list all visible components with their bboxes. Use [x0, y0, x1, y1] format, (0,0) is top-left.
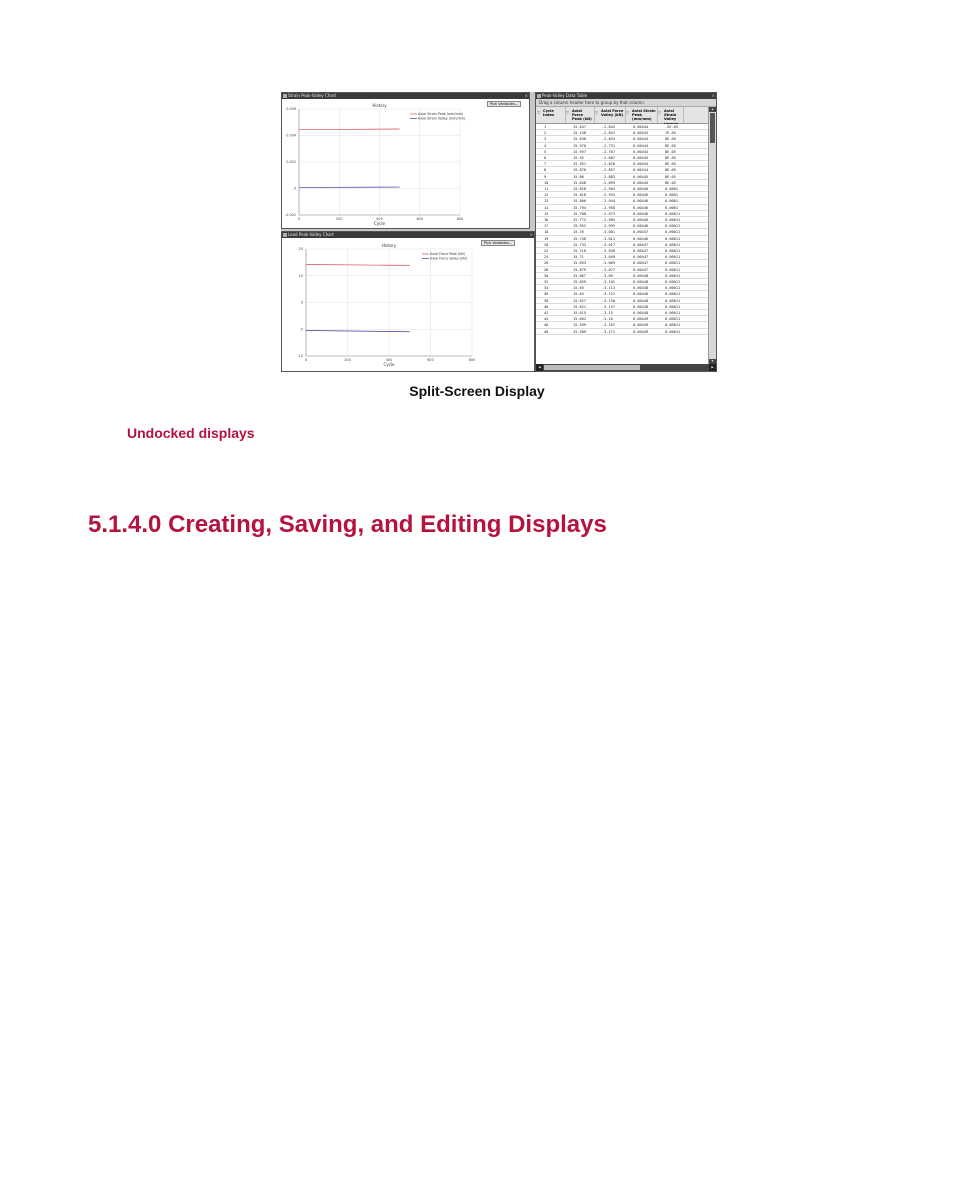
table-cell: 5	[544, 149, 547, 154]
table-cell: -2.807	[602, 156, 615, 160]
table-cell: 0.00448	[633, 292, 649, 297]
table-cell: 0.00449	[633, 323, 649, 328]
table-panel-title: Peak-Valley Data Table	[542, 93, 588, 98]
table-cell: 8E-05	[665, 168, 676, 173]
x-tick-label: 600	[427, 358, 434, 362]
strain-chart-panel	[281, 92, 530, 229]
table-cell: -2.944	[602, 199, 615, 204]
x-tick-label: 800	[468, 358, 476, 362]
table-cell: 7	[544, 162, 547, 167]
legend-entry: Axial Force Peak (kN)	[430, 252, 465, 256]
x-tick-label: 0	[304, 358, 308, 362]
table-cell: 0.00011	[665, 323, 681, 328]
column-header[interactable]	[566, 107, 595, 123]
table-cell: 0.00448	[633, 273, 649, 278]
x-tick-label: 200	[344, 358, 351, 362]
table-cell: -3.011	[602, 236, 615, 241]
table-cell: 0.00011	[665, 292, 681, 297]
table-cell: 0.00444	[633, 149, 649, 154]
table-cell: 15.599	[573, 323, 586, 328]
filter-icon[interactable]: ▽	[658, 110, 662, 115]
table-cell: 0.0001	[665, 187, 678, 191]
table-cell: 11	[544, 187, 549, 191]
strain-panel-title: Strain Peak-Valley Chart	[288, 93, 337, 98]
chart-title: History	[372, 103, 387, 108]
table-cell: 15.647	[573, 125, 586, 129]
scroll-up-icon[interactable]: ▲	[709, 107, 716, 112]
x-tick-label: 600	[416, 217, 423, 221]
table-cell: 4	[544, 143, 547, 148]
horizontal-scrollbar[interactable]	[536, 364, 716, 371]
table-cell: 32	[544, 280, 549, 284]
x-tick-label: 400	[376, 217, 383, 221]
table-cell: 15.876	[573, 168, 586, 173]
scroll-left-icon[interactable]: ◀	[536, 364, 543, 371]
table-cell: 0.00446	[633, 187, 649, 191]
table-cell: 15.951	[573, 162, 586, 167]
strain-chart	[282, 99, 529, 228]
table-cell: -3.017	[602, 242, 615, 247]
table-cell: 15.679	[573, 267, 586, 272]
table-cell: 15.86	[573, 174, 584, 179]
table-cell: -3.049	[602, 255, 615, 260]
table-cell: 15.828	[573, 187, 586, 191]
table-cell: 0.00011	[665, 267, 681, 272]
table-cell: -3.069	[602, 261, 615, 266]
table-cell: 19	[544, 236, 549, 241]
table-cell: 15.772	[573, 218, 586, 222]
x-tick-label: 800	[456, 217, 464, 221]
figure-caption: Split-Screen Display	[409, 383, 545, 399]
split-screen-screenshot	[281, 92, 717, 372]
table-cell: 0.00447	[633, 255, 649, 260]
window-icon	[537, 94, 541, 98]
legend-entry: Axial Strain Valley (mm/mm)	[418, 116, 466, 121]
table-cell: 0.00011	[665, 218, 681, 222]
table-cell: 15.615	[573, 311, 586, 315]
load-chart-area	[282, 238, 534, 371]
table-cell: -3.16	[602, 317, 613, 322]
table-header	[536, 107, 716, 124]
table-cell: -2.842	[602, 125, 615, 129]
table-cell: 15.589	[573, 329, 586, 334]
table-cell: -2.731	[602, 143, 615, 148]
table-row[interactable]	[536, 329, 708, 335]
table-cell: 0.00011	[665, 230, 681, 235]
table-cell: 15.794	[573, 205, 586, 210]
table-cell: 2	[544, 131, 547, 136]
window-icon	[283, 94, 287, 98]
table-cell: 0.00443	[633, 131, 649, 136]
table-cell: 0.00448	[633, 280, 649, 284]
y-tick-label: 0	[293, 186, 296, 191]
table-cell: 8E-05	[665, 156, 676, 160]
table-cell: 0.00447	[633, 267, 649, 272]
table-cell: 0.00445	[633, 180, 649, 185]
table-cell: 10	[544, 180, 549, 185]
table-cell: -3.130	[602, 298, 615, 303]
table-cell: 15.621	[573, 304, 586, 309]
column-header[interactable]	[626, 107, 658, 123]
table-cell: -2.767	[602, 149, 615, 154]
close-icon[interactable]: ×	[529, 232, 533, 237]
table-cell: -2.854	[602, 137, 615, 142]
table-cell: 0.00446	[633, 199, 649, 204]
y-tick-label: 0.004	[286, 133, 296, 138]
table-cell: 0.00011	[665, 255, 681, 260]
table-cell: 15.65	[573, 286, 584, 291]
table-cell: 3	[544, 137, 547, 142]
table-cell: 7E-05	[665, 131, 676, 136]
filter-icon[interactable]: ▽	[566, 110, 570, 115]
table-cell: 0.00011	[665, 280, 681, 284]
table-cell: -3.171	[602, 329, 615, 334]
table-cell: 15.667	[573, 273, 586, 278]
table-cell: -3.038	[602, 249, 615, 253]
table-cell: 48	[544, 329, 549, 334]
table-cell: 0.00011	[665, 273, 681, 278]
table-cell: -2.958	[602, 205, 615, 210]
table-cell: -2.904	[602, 187, 615, 191]
strain-chart-area	[282, 99, 529, 228]
column-header-label: Axial Strain Peak (mm/mm)	[632, 109, 656, 122]
load-chart-panel	[281, 231, 535, 372]
table-cell: -2.985	[602, 218, 615, 222]
table-cell: 0.00445	[633, 174, 649, 179]
table-cell: -2.852	[602, 131, 615, 136]
chart-title: History	[381, 243, 397, 248]
table-cell: 15.957	[573, 149, 586, 154]
x-tick-label: 200	[336, 217, 343, 221]
table-cell: 0.00011	[665, 249, 681, 253]
table-cell: 0.00444	[633, 137, 649, 142]
column-header[interactable]	[595, 107, 626, 123]
legend-entry: Axial Strain Peak (mm/mm)	[418, 112, 464, 116]
table-cell: 0.00447	[633, 249, 649, 253]
close-icon[interactable]: ×	[711, 93, 715, 98]
scroll-thumb[interactable]	[544, 365, 640, 370]
x-tick-label: 400	[385, 358, 393, 362]
y-tick-label: 0.002	[286, 160, 296, 165]
table-cell: 0.00445	[633, 156, 649, 160]
column-header-label: Axial Force Peak (kN)	[572, 109, 592, 122]
table-cell: 22	[544, 249, 549, 253]
table-cell: 15.848	[573, 180, 586, 185]
table-cell: 0.00448	[633, 298, 649, 303]
filter-icon[interactable]: ▽	[626, 110, 630, 115]
table-cell: -3.077	[602, 267, 615, 272]
scroll-thumb[interactable]	[710, 113, 715, 143]
table-cell: -3.001	[602, 230, 615, 235]
table-cell: 8E-05	[665, 143, 676, 148]
table-cell: 15.733	[573, 242, 586, 247]
table-cell: 15.92	[573, 156, 584, 160]
table-cell: 38	[544, 298, 549, 303]
table-cell: 18	[544, 230, 549, 235]
table-cell: 0.00011	[665, 311, 681, 315]
table-cell: -3.09	[602, 273, 613, 278]
table-cell: 0.00446	[633, 236, 649, 241]
table-cell: 8E-05	[665, 137, 676, 142]
series-line	[306, 330, 410, 331]
series-line	[299, 129, 400, 130]
table-cell: 14	[544, 205, 549, 210]
x-axis-label: Cycle	[383, 362, 395, 367]
table-cell: 30	[544, 273, 549, 278]
table-cell: 15.646	[573, 137, 586, 142]
y-tick-label: 20	[298, 247, 303, 252]
table-cell: 0.00011	[665, 286, 681, 291]
table-cell: 0.00444	[633, 168, 649, 173]
table-cell: 6	[544, 156, 547, 160]
table-cell: 15.64	[573, 292, 584, 297]
table-cell: -5E-05	[665, 125, 678, 129]
table-cell: 15.693	[573, 261, 586, 266]
close-icon[interactable]: ×	[524, 93, 528, 98]
x-tick-label: 0	[297, 217, 301, 221]
table-cell: 8E-05	[665, 149, 676, 154]
table-cell: 15.76	[573, 230, 584, 235]
table-cell: 0.00444	[633, 125, 649, 129]
column-header[interactable]	[658, 107, 684, 123]
table-cell: 0.00011	[665, 317, 681, 322]
table-cell: -2.995	[602, 224, 615, 229]
y-tick-label: -5	[299, 327, 303, 332]
pick-variables-button[interactable]: Pick Variables...	[487, 101, 521, 107]
table-cell: -3.121	[602, 292, 615, 297]
table-cell: 17	[544, 224, 549, 229]
table-cell: 16	[544, 218, 549, 222]
table-cell: 15.627	[573, 298, 586, 303]
table-cell: 8E-05	[665, 162, 676, 167]
y-tick-label: -10	[297, 354, 303, 359]
table-cell: 13	[544, 199, 549, 204]
table-cell: 0.00449	[633, 317, 649, 322]
table-cell: 0.00444	[633, 143, 649, 148]
table-cell: 0.00446	[633, 193, 649, 198]
table-cell: -3.113	[602, 286, 615, 291]
table-cell: 8E-05	[665, 180, 676, 185]
table-cell: 15.659	[573, 280, 586, 284]
table-cell: -2.934	[602, 193, 615, 198]
table-cell: 0.00011	[665, 261, 681, 266]
scroll-down-icon[interactable]: ▼	[709, 359, 716, 364]
table-cell: 15.716	[573, 249, 586, 253]
table-cell: 9	[544, 174, 547, 179]
table-cell: 0.00011	[665, 211, 681, 216]
y-tick-label: 10	[298, 273, 303, 278]
table-cell: 36	[544, 292, 549, 297]
table-cell: 12	[544, 193, 549, 198]
table-cell: 44	[544, 317, 549, 322]
table-cell: -2.828	[602, 162, 615, 167]
table-cell: 15.71	[573, 255, 584, 260]
table-cell: 15.158	[573, 131, 586, 136]
table-cell: 15.952	[573, 224, 586, 229]
table-cell: -2.883	[602, 174, 615, 179]
table-cell: 0.00446	[633, 218, 649, 222]
column-header-label: Cycle Index	[543, 109, 555, 118]
table-cell: 8	[544, 168, 547, 173]
table-cell: 0.00011	[665, 224, 681, 229]
table-cell: 0.00446	[633, 211, 649, 216]
vertical-scrollbar[interactable]	[708, 107, 716, 364]
table-cell: 0.00447	[633, 230, 649, 235]
table-cell: 0.0001	[665, 205, 678, 210]
y-tick-label: 0.006	[286, 107, 296, 112]
data-table-panel	[535, 92, 717, 372]
table-cell: 28	[544, 267, 549, 272]
table-cell: 20	[544, 242, 549, 247]
y-tick-label: -0.002	[285, 213, 296, 218]
table-cell: 1	[544, 125, 547, 129]
table-cell: -2.973	[602, 211, 615, 216]
table-cell: 0.00447	[633, 242, 649, 247]
table-cell: 0.00449	[633, 329, 649, 334]
table-cell: 0.00011	[665, 304, 681, 309]
pick-variables-button[interactable]: Pick Variables...	[481, 240, 515, 246]
table-cell: 0.00011	[665, 329, 681, 334]
table-cell: -3.102	[602, 280, 615, 284]
filter-icon[interactable]: ▽	[595, 110, 599, 115]
table-cell: -2.899	[602, 180, 615, 185]
table-cell: 0.00446	[633, 224, 649, 229]
load-chart	[282, 238, 534, 371]
column-header-label: Axial Force Valley (kN)	[601, 109, 624, 118]
table-cell: 34	[544, 286, 549, 291]
load-panel-title: Load Peak-Valley Chart	[288, 232, 334, 237]
table-cell: 46	[544, 323, 549, 328]
section-heading: 5.1.4.0 Creating, Saving, and Editing Displays	[88, 511, 607, 538]
table-cell: 0.00011	[665, 298, 681, 303]
table-cell: 24	[544, 255, 549, 260]
table-cell: 0.0001	[665, 199, 678, 204]
table-cell: 0.00447	[633, 261, 649, 266]
subheading-link[interactable]: Undocked displays	[127, 425, 255, 441]
table-cell: -2.857	[602, 168, 615, 173]
window-icon	[283, 233, 287, 237]
table-cell: 15.788	[573, 211, 586, 216]
table-cell: -3.167	[602, 323, 615, 328]
column-header[interactable]	[537, 107, 566, 123]
table-cell: 26	[544, 261, 549, 266]
table-cell: -3.147	[602, 304, 615, 309]
series-line	[306, 265, 410, 266]
table-body	[536, 124, 708, 366]
table-cell: 0.00011	[665, 242, 681, 247]
table-cell: 0.0001	[665, 193, 678, 198]
table-cell: 15.806	[573, 199, 586, 204]
table-cell: 0.00011	[665, 236, 681, 241]
table-cell: 15.818	[573, 193, 586, 198]
table-cell: 15.602	[573, 317, 586, 322]
scroll-right-icon[interactable]: ▶	[709, 364, 716, 371]
x-axis-label: Cycle	[374, 221, 385, 226]
table-cell: 15.970	[573, 143, 586, 148]
legend-entry: Axial Force Valley (kN)	[430, 256, 467, 261]
filter-icon[interactable]: ▽	[537, 110, 541, 115]
y-tick-label: 0	[300, 300, 303, 305]
table-cell: 0.00446	[633, 205, 649, 210]
table-cell: 0.00448	[633, 304, 649, 309]
table-cell: -3.15	[602, 311, 613, 315]
table-cell: 0.00448	[633, 311, 649, 315]
table-cell: 40	[544, 304, 549, 309]
group-by-area[interactable]: Drag a column header here to group by that column.	[536, 99, 716, 107]
table-cell: 0.00444	[633, 162, 649, 167]
column-header-label: Axial Strain Valley	[664, 109, 677, 122]
table-cell: 42	[544, 311, 549, 315]
table-cell: 15.746	[573, 236, 586, 241]
table-cell: 15	[544, 211, 549, 216]
table-cell: 0.00448	[633, 286, 649, 291]
table-cell: 8E-05	[665, 174, 676, 179]
